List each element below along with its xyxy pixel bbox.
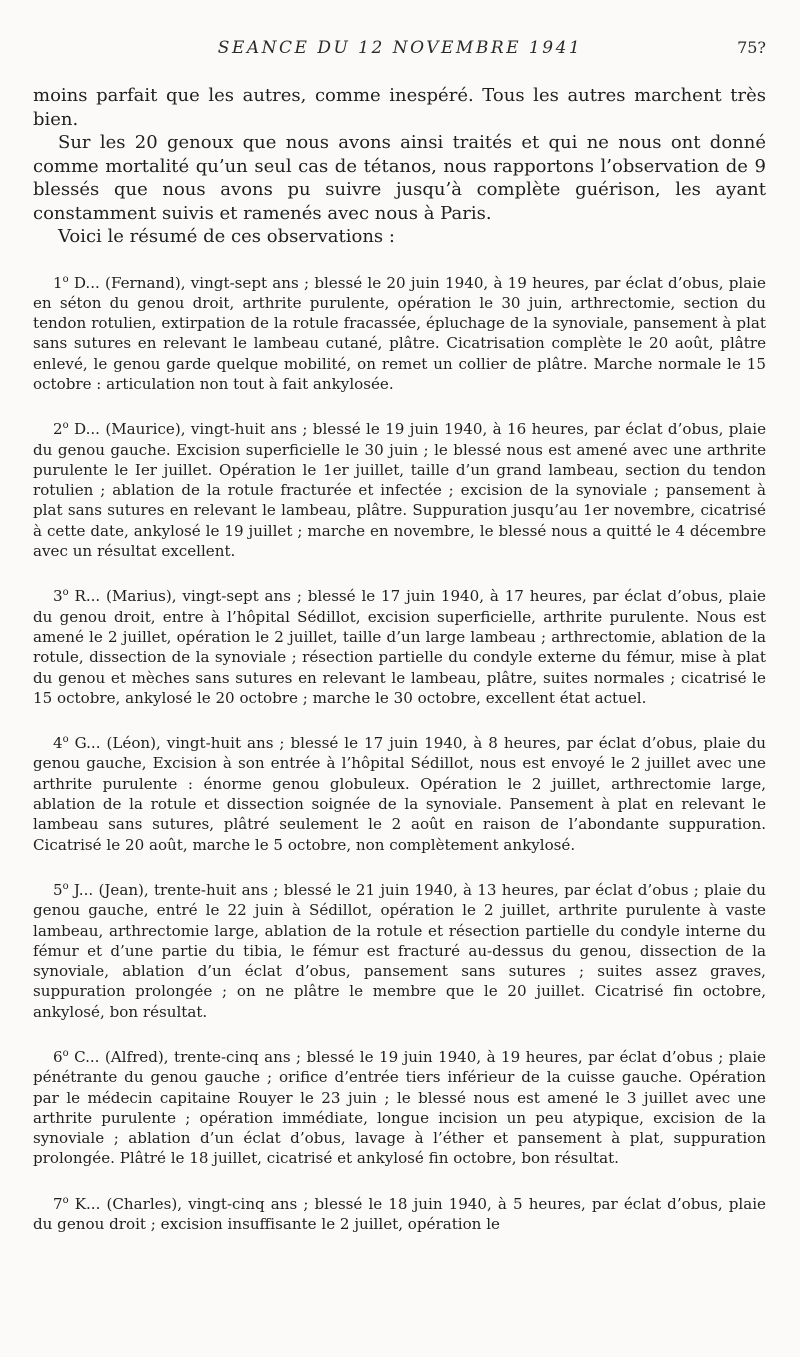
observation-number: 4 <box>53 734 63 753</box>
observation-number: 6 <box>53 1048 63 1066</box>
ordinal-mark: o <box>62 273 69 285</box>
ordinal-mark: o <box>62 1194 69 1206</box>
ordinal-mark: o <box>62 420 69 432</box>
observation-text: J... (Jean), trente-huit ans ; blessé le 21 juin 1940, à 13 heures, par éclat d’obus ; plaie du genou gauche, entré le 22 juin à Sédillot, opération le 2 juillet, arthrite purulente à vaste lambeau, arthrectomie large, ablation de la rotule et résection partielle du condyle interne du fémur et d’une partie du tibia, le fémur est fracturé au-dessus du genou, dissection de la synoviale, ablation d’un éclat d’obus, pansement sans sutures ; suites assez graves, suppuration prolongée ; on ne plâtre le membre que le 20 juillet. Cicatrisé fin octobre, ankylosé, bon résultat. <box>33 880 766 1021</box>
observation-number: 1 <box>53 273 63 292</box>
observation-text: G... (Léon), vingt-huit ans ; blessé le 17 juin 1940, à 8 heures, par éclat d’obus, plaie du genou gauche, Excision à son entrée à l’hôpital Sédillot, nous est envoyé le 2 juillet avec une arthrite purulente : énorme genou globuleux. Opération le 2 juillet, arthrectomie large, ablation de la rotule et dissection soignée de la synoviale. Pansement à plat en relevant le lambeau sans sutures, plâtré seulement le 2 août en raison de l’abondante suppuration. Cicatrisé le 20 août, marche le 5 octobre, non complètement ankylosé. <box>33 734 766 854</box>
page-header <box>0 38 800 64</box>
observation-item <box>33 1047 766 1169</box>
observation-text: R... (Marius), vingt-sept ans ; blessé le 17 juin 1940, à 17 heures, par éclat d’obus, plaie du genou droit, entre à l’hôpital Sédillot, excision superficielle, arthrite purulente. Nous est amené le 2 juillet, opération le 2 juillet, taille d’un large lambeau ; arthrectomie, ablation de la rotule, dissection de la synoviale ; résection partielle du condyle externe du fémur, mise à plat du genou et mèches sans sutures en relevant le lambeau, plâtre, suites normales ; cicatrisé le 15 octobre, ankylosé le 20 octobre ; marche le 30 octobre, excellent état actuel. <box>33 587 766 707</box>
page-number: 75? <box>737 38 766 57</box>
observation-text: D... (Maurice), vingt-huit ans ; blessé le 19 juin 1940, à 16 heures, par éclat d’obus, plaie du genou gauche. Excision superficielle le 30 juin ; le blessé nous est amené avec une arthrite purulente le Ier juillet. Opération le 1er juillet, taille d’un grand lambeau, section du tendon rotulien ; ablation de la rotule fracturée et infectée ; excision de la synoviale ; pansement à plat sans sutures en relevant le lambeau, plâtre. Suppuration jusqu’au 1er novembre, cicatrisé à cette date, ankylosé le 19 juillet ; marche en novembre, le blessé nous a quitté le 4 décembre avec un résultat excellent. <box>33 420 766 561</box>
intro-section <box>33 84 766 249</box>
observation-item <box>33 880 766 1022</box>
ordinal-mark: o <box>62 587 69 599</box>
observation-text: D... (Fernand), vingt-sept ans ; blessé le 20 juin 1940, à 19 heures, par éclat d’obus, plaie en séton du genou droit, arthrite purulente, opération le 30 juin, arthrectomie, section du tendon rotulien, extirpation de la rotule fracassée, épluchage de la synoviale, pansement à plat sans sutures en relevant le lambeau cutané, plâtre. Cicatrisation complète le 20 août, plâtre enlevé, le genou garde quelque mobilité, on remet un collier de plâtre. Marche normale le 15 octobre : articulation non tout à fait ankylosée. <box>33 273 766 393</box>
ordinal-mark: o <box>62 1047 69 1059</box>
observation-item <box>33 1194 766 1235</box>
observation-number: 7 <box>53 1194 63 1213</box>
intro-paragraph: Voici le résumé de ces observations : <box>58 226 395 247</box>
observation-number: 2 <box>53 420 63 439</box>
page-body <box>33 84 766 1234</box>
observation-item <box>33 586 766 708</box>
observation-text: K... (Charles), vingt-cinq ans ; blessé le 18 juin 1940, à 5 heures, par éclat d’obus, plaie du genou droit ; excision insuffisante le 2 juillet, opération le <box>33 1194 766 1234</box>
observation-number: 3 <box>53 587 63 606</box>
observation-item <box>33 273 766 395</box>
observation-item <box>33 419 766 561</box>
intro-paragraph: Sur les 20 genoux que nous avons ainsi traités et qui ne nous ont donné comme mortalité qu’un seul cas de tétanos, nous rapportons l’observation de 9 blessés que nous avons pu suivre jusqu’à complète guérison, les ayant constamment suivis et ramenés avec nous à Paris. <box>33 132 766 224</box>
running-title: SEANCE DU 12 NOVEMBRE 1941 <box>217 38 583 58</box>
intro-paragraph: moins parfait que les autres, comme inespéré. Tous les autres marchent très bien. <box>33 85 766 130</box>
observation-text: C... (Alfred), trente-cinq ans ; blessé le 19 juin 1940, à 19 heures, par éclat d’obus ; plaie pénétrante du genou gauche ; orifice d’entrée tiers inférieur de la cuisse gauche. Opération par le médecin capitaine Rouyer le 23 juin ; le blessé nous est amené le 3 juillet avec une arthrite purulente ; opération immédiate, longue incision un peu atypique, excision de la synoviale ; ablation d’un éclat d’obus, lavage à l’éther et pansement à plat, suppuration prolongée. Plâtré le 18 juillet, cicatrisé et ankylosé fin octobre, bon résultat. <box>33 1048 766 1168</box>
ordinal-mark: o <box>62 734 69 746</box>
observation-item <box>33 733 766 855</box>
observation-number: 5 <box>53 880 63 899</box>
ordinal-mark: o <box>62 880 69 892</box>
observation-list <box>33 273 766 1235</box>
